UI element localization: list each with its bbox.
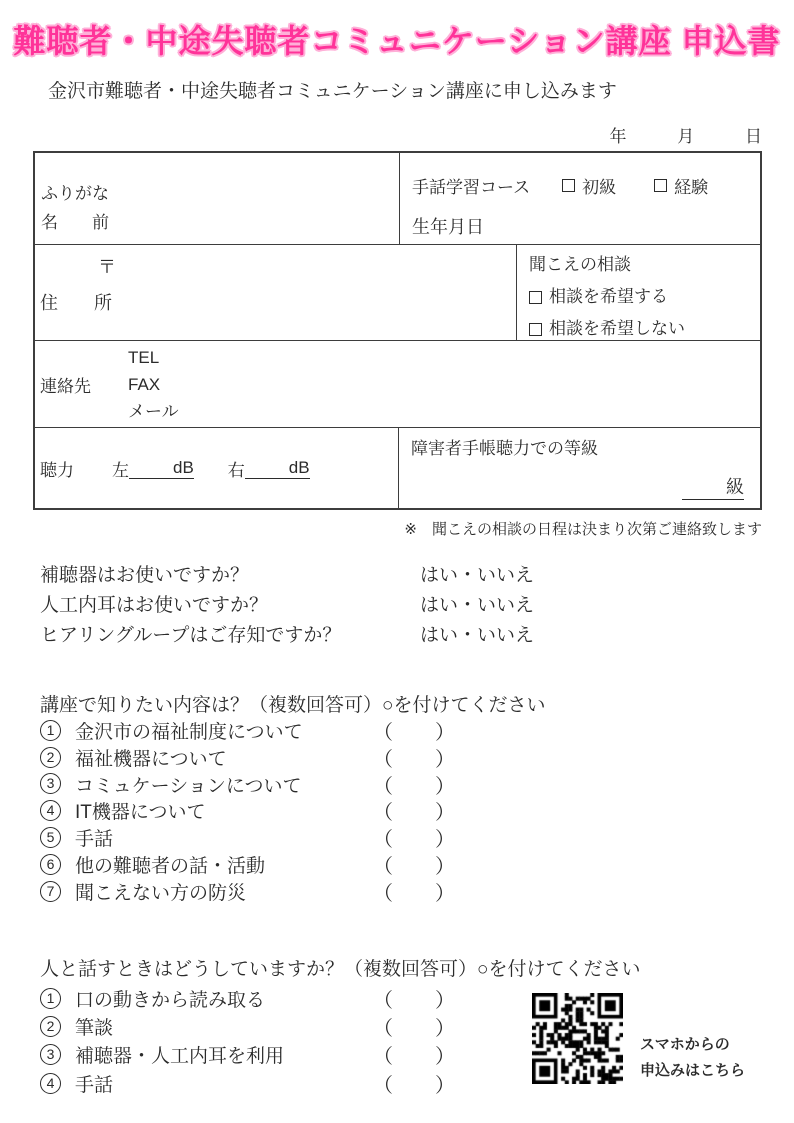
course-option-beginner-label: 初級: [582, 178, 617, 197]
method-label: 口の動きから読み取る: [75, 989, 266, 1011]
db-unit-left: dB: [173, 457, 194, 477]
answer-paren[interactable]: （ ）: [373, 1046, 455, 1069]
address-cell[interactable]: [35, 245, 517, 340]
interest-label: 福祉機器について: [75, 748, 227, 770]
postal-mark: 〒: [98, 257, 116, 277]
course-birthdate-cell: [400, 153, 760, 244]
checkbox-course-experienced[interactable]: [654, 179, 667, 192]
checkbox-course-beginner[interactable]: [562, 179, 575, 192]
question-row: [40, 588, 534, 618]
contact-mail-label[interactable]: メール: [128, 401, 179, 421]
circled-number: 2: [40, 1016, 61, 1037]
table-row-contact: [35, 341, 760, 428]
circled-number: 1: [40, 720, 61, 741]
circled-number: 3: [40, 1044, 61, 1065]
table-row-hearing: [35, 428, 760, 508]
interest-item: [40, 878, 455, 905]
interest-item: [40, 851, 455, 878]
answer-paren[interactable]: （ ）: [373, 882, 455, 905]
interest-label: 金沢市の福祉制度について: [75, 721, 303, 743]
page-title: 難聴者・中途失聴者コミュニケーション講座 申込書: [13, 23, 781, 59]
hearing-label: 聴力: [40, 460, 74, 480]
sign-course-label: 手話学習コース: [412, 178, 531, 197]
interest-label: 他の難聴者の話・活動: [75, 855, 266, 877]
checkbox-consult-no[interactable]: [529, 323, 542, 336]
table-row-address: [35, 245, 760, 341]
hearing-left-db-field[interactable]: [129, 458, 194, 479]
checkbox-consult-yes[interactable]: [529, 291, 542, 304]
method-item: [40, 1041, 455, 1069]
course-option-experienced-label: 経験: [674, 178, 709, 197]
name-label: 名 前: [41, 213, 109, 232]
interest-label: コミュケーションについて: [75, 775, 302, 797]
date-unit-day: 日: [745, 127, 762, 146]
circled-number: 3: [40, 773, 61, 794]
date-line: [33, 122, 762, 147]
answer-paren[interactable]: （ ）: [373, 829, 455, 852]
interest-label: 聞こえない方の防災: [75, 882, 247, 904]
method-item: [40, 1012, 455, 1040]
contact-tel-label[interactable]: TEL: [128, 347, 160, 367]
interest-item: [40, 824, 455, 851]
question-row: [40, 558, 534, 588]
birthdate-label[interactable]: 生年月日: [412, 217, 484, 237]
answer-paren[interactable]: （ ）: [373, 802, 455, 825]
method-label: 筆談: [75, 1018, 114, 1040]
answer-paren[interactable]: （ ）: [373, 989, 455, 1012]
consult-title: 聞こえの相談: [529, 255, 631, 274]
question-text: ヒアリングループはご存知ですか？: [40, 624, 342, 646]
page-subtitle: 金沢市難聴者・中途失聴者コミュニケーション講座に申し込みます: [48, 81, 617, 102]
answer-yes-no[interactable]: はい・いいえ: [420, 564, 535, 586]
question-row: [40, 618, 534, 648]
interest-label: IT機器について: [75, 802, 206, 824]
method-item: [40, 1069, 455, 1097]
interest-item: [40, 744, 455, 771]
answer-yes-no[interactable]: はい・いいえ: [420, 594, 535, 616]
circled-number: 1: [40, 988, 61, 1009]
date-unit-year: 年: [609, 127, 627, 146]
hearing-consult-cell: [517, 245, 760, 340]
consult-schedule-note: ※ 聞こえの相談の日程は決まり次第ご連絡致します: [404, 521, 762, 538]
date-unit-month: 月: [677, 127, 695, 146]
circled-number: 5: [40, 827, 61, 848]
circled-number: 7: [40, 881, 61, 902]
interests-list: [40, 717, 455, 905]
grade-unit-label: 級: [726, 477, 744, 497]
interest-item: [40, 771, 455, 798]
method-label: 手話: [75, 1074, 114, 1096]
hearing-right-db-field[interactable]: [245, 458, 310, 479]
method-item: [40, 984, 455, 1012]
grade-cell: [399, 428, 760, 508]
circled-number: 6: [40, 854, 61, 875]
hearing-cell: [35, 428, 399, 508]
circled-number: 2: [40, 747, 61, 768]
methods-list: [40, 984, 455, 1098]
answer-yes-no[interactable]: はい・いいえ: [420, 624, 535, 646]
address-label: 住 所: [40, 293, 112, 313]
qr-code: [532, 993, 623, 1084]
circled-number: 4: [40, 1073, 61, 1094]
furigana-label: ふりがな: [41, 184, 109, 203]
qr-caption-line1: スマホからの: [640, 1036, 730, 1053]
question-text: 人工内耳はお使いですか？: [40, 594, 269, 616]
answer-paren[interactable]: （ ）: [373, 1018, 455, 1041]
consult-option-no-label: 相談を希望しない: [549, 319, 685, 338]
grade-field[interactable]: [682, 473, 744, 500]
method-label: 補聴器・人工内耳を利用: [75, 1046, 285, 1068]
interests-heading: 講座で知りたい内容は？（複数回答可）○を付けてください: [40, 695, 546, 716]
interest-item: [40, 797, 455, 824]
name-cell[interactable]: [35, 153, 400, 244]
interest-label: 手話: [75, 829, 114, 851]
db-unit-right: dB: [288, 457, 310, 477]
answer-paren[interactable]: （ ）: [373, 775, 455, 798]
application-form-table: [33, 151, 762, 510]
answer-paren[interactable]: （ ）: [373, 1074, 455, 1097]
grade-title: 障害者手帳聴力での等級: [411, 439, 598, 458]
qr-caption: [640, 1032, 745, 1084]
qr-caption-line2: 申込みはこちら: [640, 1062, 746, 1079]
answer-paren[interactable]: （ ）: [373, 721, 455, 744]
hearing-left-label: 左: [112, 460, 129, 480]
yes-no-question-block: [40, 558, 534, 648]
contact-fax-label[interactable]: FAX: [128, 374, 161, 394]
table-row-name: [35, 153, 760, 245]
methods-heading: 人と話すときはどうしていますか？（複数回答可）○を付けてください: [40, 959, 641, 980]
hearing-right-label: 右: [227, 460, 245, 480]
contact-label: 連絡先: [40, 376, 91, 396]
question-text: 補聴器はお使いですか？: [40, 564, 250, 586]
answer-paren[interactable]: （ ）: [373, 855, 455, 878]
consult-option-yes-label: 相談を希望する: [549, 287, 668, 306]
contact-cell[interactable]: [35, 341, 760, 427]
answer-paren[interactable]: （ ）: [373, 748, 455, 771]
circled-number: 4: [40, 800, 61, 821]
interest-item: [40, 717, 455, 744]
